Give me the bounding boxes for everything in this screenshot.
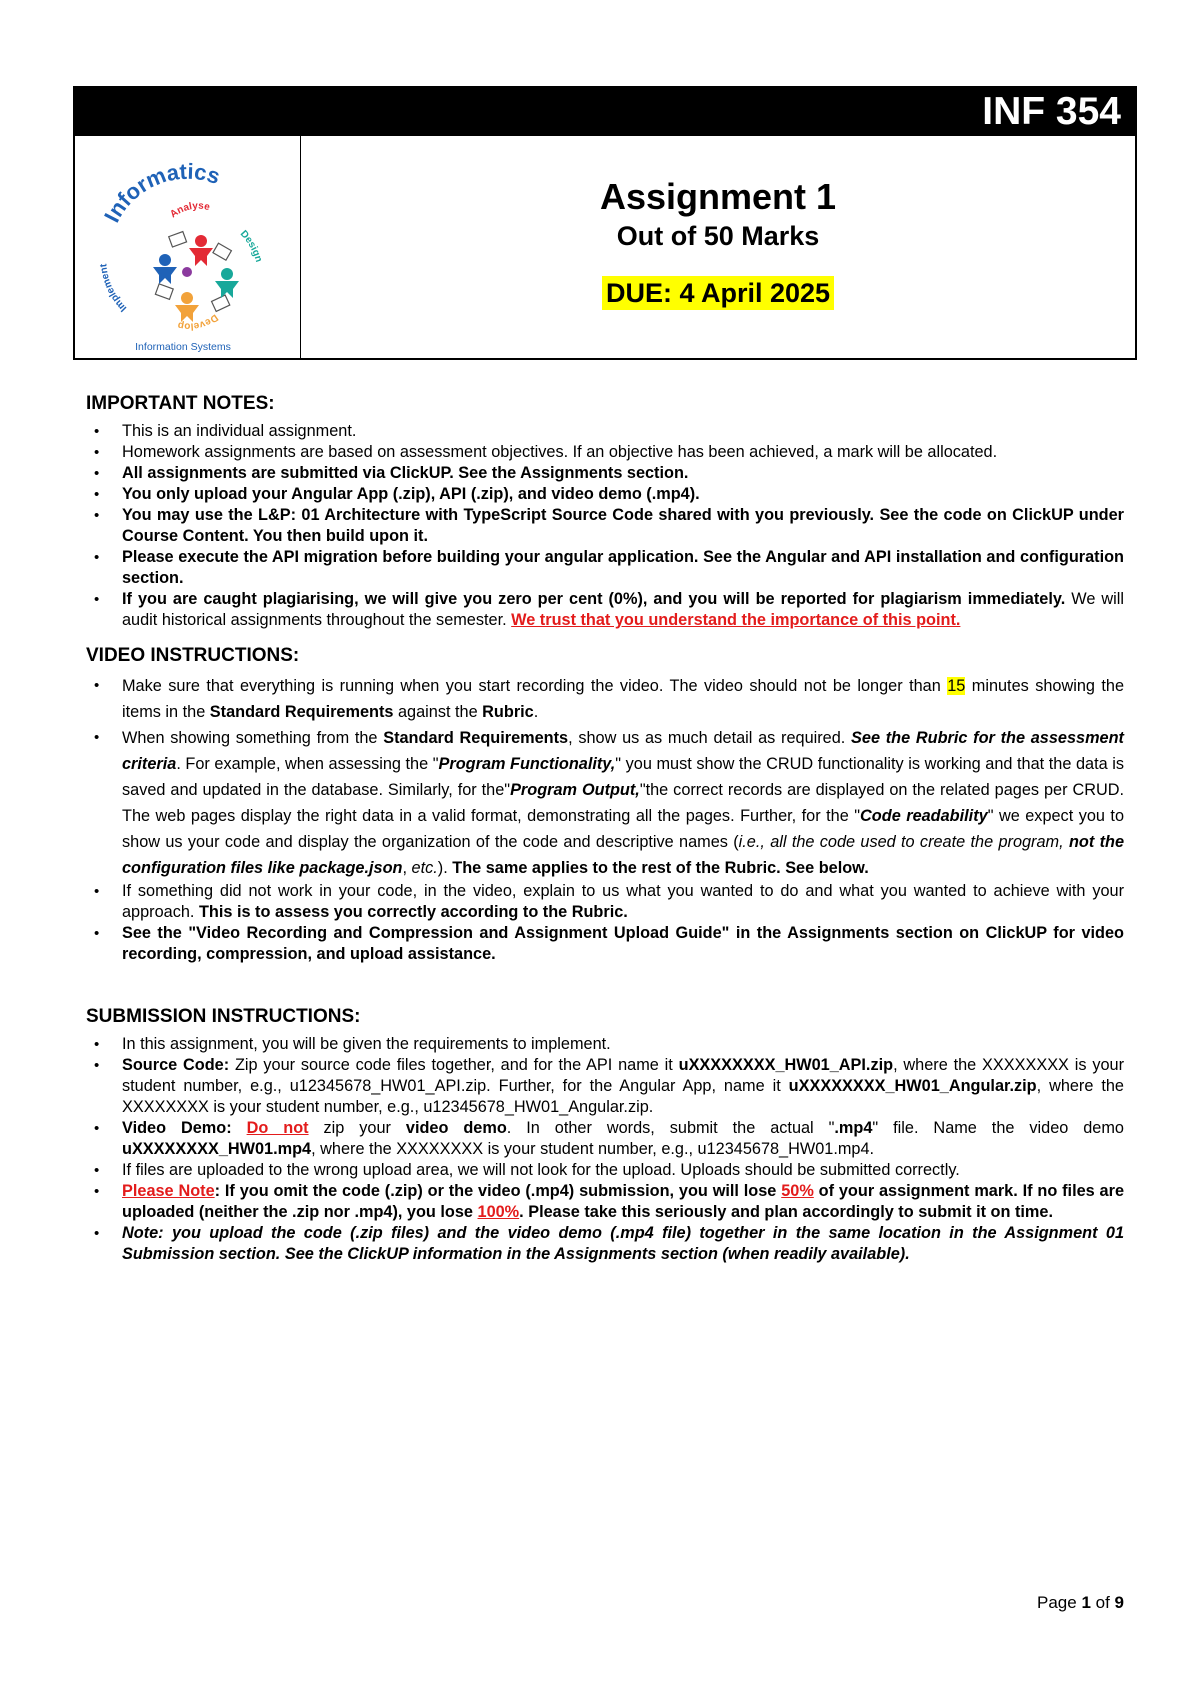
important-notes-list — [86, 421, 1124, 631]
logo-cell — [75, 136, 301, 358]
list-item: • When showing something from the Standard Requirements, show us as much detail as required. See the Rubric for the assessment criteria. For example, when assessing the "Program Functionality," you must show the CRUD functionality is working and that the data is saved and updated in the database. Similarly, for the"Program Output,"the correct records are displayed on the related pages per CRUD. The web pages display the right data in a valid format, demonstrating all the pages. Further, for the "Code readability" we expect you to show us your code and display the organization of the code and descriptive names (i.e., all the code used to create the program, not the configuration files like package.json, etc.). The same applies to the rest of the Rubric. See below. — [122, 725, 1124, 881]
due-date: DUE: 4 April 2025 — [602, 276, 834, 310]
plagiarism-warning: We trust that you understand the importance of this point. — [511, 611, 961, 629]
course-code-bar — [75, 88, 1135, 136]
list-item: • Video Demo: Do not zip your video demo. In other words, submit the actual ".mp4" file. Name the video demo uXXXXXXXX_HW01.mp4, where the XXXXXXXX is your student number, e.g., u12345678_HW01.mp4. — [122, 1118, 1124, 1160]
page-number: 1 — [1081, 1593, 1091, 1612]
submission-instructions-list — [86, 1034, 1124, 1265]
list-item: • If files are uploaded to the wrong upload area, we will not look for the upload. Uploads should be submitted correctly. — [122, 1160, 1124, 1181]
logo-top-text: Informatics — [99, 158, 224, 227]
title-cell — [301, 136, 1135, 358]
video-instructions-list — [86, 673, 1124, 965]
header-table — [73, 86, 1137, 360]
informatics-logo — [75, 136, 301, 360]
list-item: • Make sure that everything is running when you start recording the video. The video should not be longer than 15 minutes showing the items in the Standard Requirements against the Rubric. — [122, 673, 1124, 725]
list-item: • All assignments are submitted via ClickUP. See the Assignments section. — [122, 463, 1124, 484]
logo-label-analyse: Analyse — [168, 200, 211, 221]
list-item: • Source Code: Zip your source code files together, and for the API name it uXXXXXXXX_HW01_API.zip, where the XXXXXXXX is your student number, e.g., u12345678_HW01_API.zip. Further, for the Angular App, name it uXXXXXXXX_HW01_Angular.zip, where the XXXXXXXX is your student number, e.g., u12345678_HW01_Angular.zip. — [122, 1055, 1124, 1118]
highlight-duration: 15 — [947, 677, 966, 695]
list-item: • Please Note: If you omit the code (.zip) or the video (.mp4) submission, you will lose 50% of your assignment mark. If no files are uploaded (neither the .zip nor .mp4), you lose 100%. Please take this seriously and plan accordingly to submit it on time. — [122, 1181, 1124, 1223]
list-item: • See the "Video Recording and Compression and Assignment Upload Guide" in the Assignments section on ClickUP for video recording, compression, and upload assistance. — [122, 923, 1124, 965]
list-item: • This is an individual assignment. — [122, 421, 1124, 442]
list-item: • You may use the L&P: 01 Architecture with TypeScript Source Code shared with you previously. See the code on ClickUP under Course Content. You then build upon it. — [122, 505, 1124, 547]
list-item: • In this assignment, you will be given the requirements to implement. — [122, 1034, 1124, 1055]
logo-label-implement: Implement — [98, 263, 130, 314]
important-notes-heading: IMPORTANT NOTES: — [86, 393, 275, 414]
logo-label-design: Design — [237, 228, 264, 264]
do-not-warning: Do not — [246, 1119, 309, 1137]
list-item: • Homework assignments are based on assessment objectives. If an objective has been achieved, a mark will be allocated. — [122, 442, 1124, 463]
penalty-50: 50% — [781, 1182, 814, 1200]
list-item: • If you are caught plagiarising, we will give you zero per cent (0%), and you will be reported for plagiarism immediately. We will audit historical assignments throughout the semester. We trust that you understand the importance of this point. — [122, 589, 1124, 631]
page-footer: Page 1 of 9 — [1037, 1593, 1124, 1612]
video-instructions-heading: VIDEO INSTRUCTIONS: — [86, 645, 300, 666]
logo-bottom-text: Information Systems — [135, 341, 231, 353]
people-circle-icon — [153, 232, 239, 322]
assignment-title: Assignment 1 — [599, 176, 837, 217]
list-item: • You only upload your Angular App (.zip), API (.zip), and video demo (.mp4). — [122, 484, 1124, 505]
submission-instructions-heading: SUBMISSION INSTRUCTIONS: — [86, 1006, 361, 1027]
list-item: • Note: you upload the code (.zip files) and the video demo (.mp4 file) together in the same location in the Assignment 01 Submission section. See the ClickUP information in the Assignments section (when readily available). — [122, 1223, 1124, 1265]
penalty-100: 100% — [477, 1203, 520, 1221]
logo-label-develop: Develop — [176, 311, 220, 332]
document-body — [86, 392, 1124, 1265]
list-item: • Please execute the API migration before building your angular application. See the Angular and API installation and configuration section. — [122, 547, 1124, 589]
course-code: INF 354 — [982, 90, 1121, 133]
please-note-warning: Please Note — [122, 1182, 215, 1200]
assignment-marks: Out of 50 Marks — [616, 221, 820, 251]
page-total: 9 — [1114, 1593, 1124, 1612]
list-item: • If something did not work in your code, in the video, explain to us what you wanted to do and what you wanted to achieve with your approach. This is to assess you correctly according to the Rubric. — [122, 881, 1124, 923]
